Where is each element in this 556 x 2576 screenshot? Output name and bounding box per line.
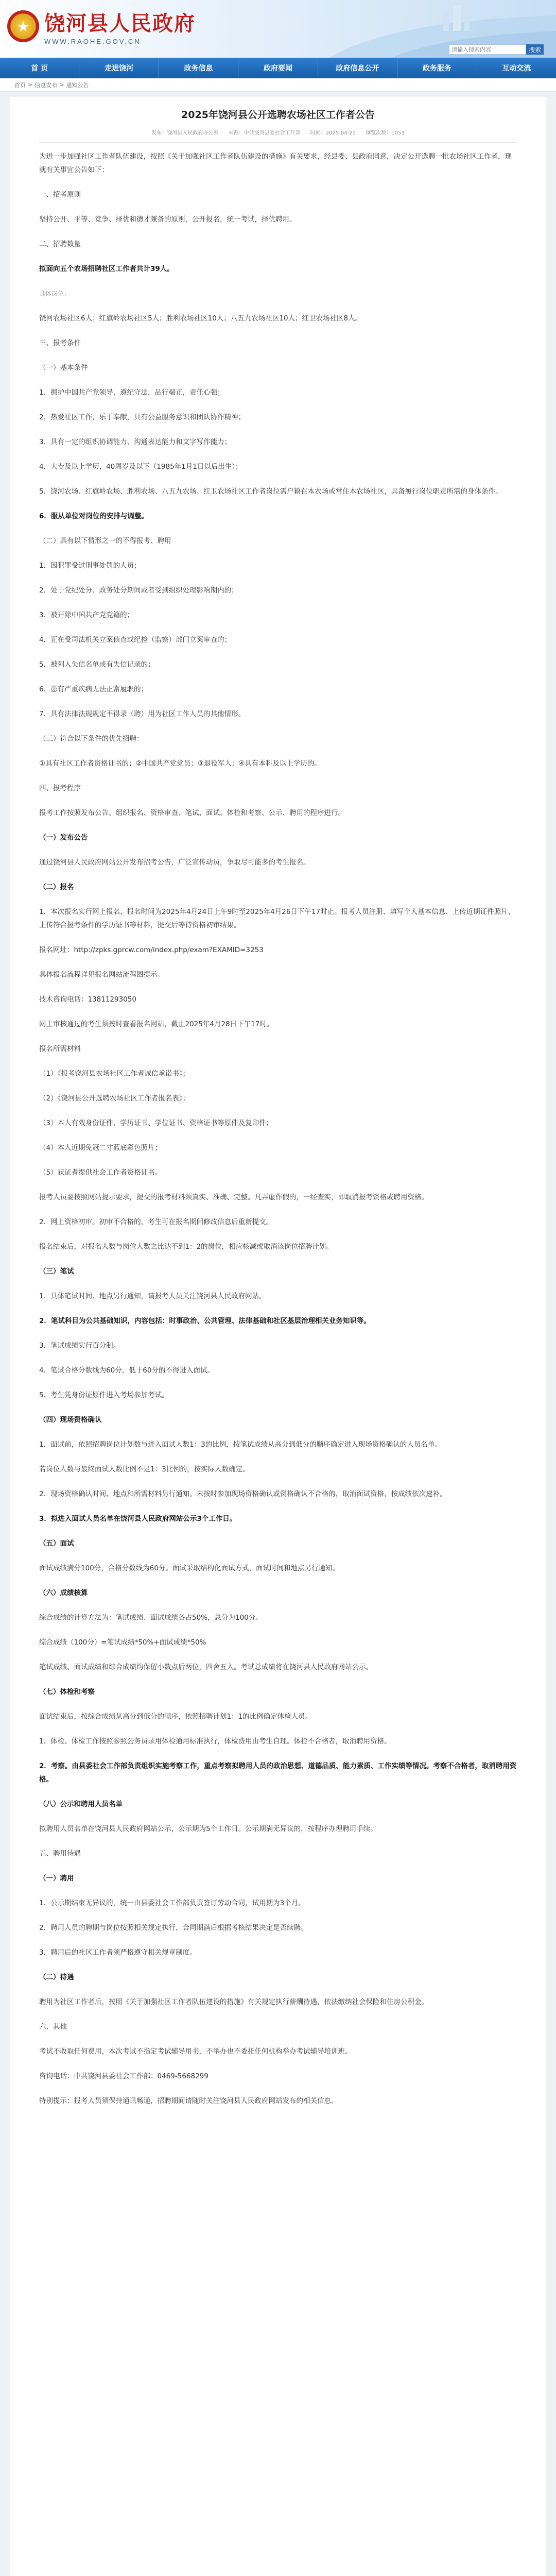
nav-item-disclosure[interactable]: 政府信息公开 [318, 58, 397, 78]
article-paragraph: 3．具有一定的组织协调能力、沟通表达能力和文字写作能力； [39, 438, 232, 446]
article-paragraph: 笔试成绩、面试成绩和综合成绩均保留小数点后两位，四舍五入。考试总成绩将在饶河县人民政府网站公示。 [39, 1663, 373, 1671]
site-url: WWW.RAOHE.GOV.CN [44, 38, 141, 45]
article-paragraph: （一）发布公告 [39, 834, 88, 842]
search-box [449, 44, 544, 55]
article-paragraph: （二）具有以下情形之一的不得报考、聘用 [39, 537, 171, 545]
article-paragraph: ①具有社区工作者资格证书的；②中国共产党党员；③退役军人；④具有本科及以上学历的。 [39, 759, 321, 768]
article-meta [39, 128, 517, 143]
article-paragraph: 2．考察。由县委社会工作部负责组织实施考察工作，重点考察拟聘用人员的政治思想、道德品质、能力素质、工作实绩等情况。考察不合格者，取消聘用资格。 [39, 1762, 517, 1784]
nav-item-home[interactable]: 首 页 [0, 58, 79, 78]
article-paragraph: 综合成绩的计算方法为：笔试成绩、面试成绩各占50%，总分为100分。 [39, 1614, 263, 1622]
article-paragraph: 1．具体笔试时间、地点另行通知，请报考人员关注饶河县人民政府网站。 [39, 1292, 266, 1300]
article-paragraph: （一）基本条件 [39, 364, 88, 372]
article-paragraph: 具体岗位： [39, 290, 71, 297]
article-paragraph: 2．笔试科目为公共基础知识，内容包括：时事政治、公共管理、法律基础和社区基层治理相关业务知识等。 [39, 1317, 371, 1325]
article-paragraph: 报名网址：http://zpks.gprcw.com/index.php/exam?EXAMID=3253 [39, 946, 264, 954]
breadcrumb-separator: > [59, 81, 64, 88]
article-paragraph: 面试成绩满分100分，合格分数线为60分。面试采取结构化面试方式，面试时间和地点另行通知。 [39, 1564, 339, 1572]
article-paragraph: 咨询电话：中共饶河县委社会工作部：0469-5668299 [39, 2072, 208, 2080]
article-paragraph: 3．聘用后的社区工作者须严格遵守相关规章制度。 [39, 1948, 197, 1957]
article-paragraph: 4．大专及以上学历，40周岁及以下（1985年1月1日以后出生）； [39, 463, 242, 471]
search-button[interactable]: 搜索 [526, 44, 544, 55]
article-paragraph: 坚持公开、平等、竞争、择优和德才兼备的原则，公开报名，统一考试，择优聘用。 [39, 215, 297, 224]
article-paragraph: 2．聘用人员的聘期与岗位按照相关规定执行，合同期满后根据考核结果决定是否续聘。 [39, 1924, 308, 1932]
article-paragraph: 三、报考条件 [39, 339, 81, 347]
article-paragraph: 考试不收取任何费用，本次考试不指定考试辅导用书，不举办也不委托任何机构举办考试辅导培训班。 [39, 2047, 352, 2056]
article-paragraph: 1．拥护中国共产党领导，遵纪守法，品行端正，责任心强； [39, 388, 224, 397]
article-body [39, 150, 517, 2108]
article-paragraph: （七）体检和考察 [39, 1688, 95, 1696]
article-paragraph: 1．本次报名实行网上报名，报名时间为2025年4月24日上午9时至2025年4月26日下午17时止。报考人员注册、填写个人基本信息、上传近期证件照片、上传符合报考条件的学历证书等材料，提交后等待资格初审结果。 [39, 908, 515, 929]
article-paragraph: 2．现场资格确认时间、地点和所需材料另行通知。未按时参加现场资格确认或资格确认不合格的，取消面试资格，按成绩依次递补。 [39, 1490, 447, 1498]
article-paragraph: 1．公示期结束无异议的，统一由县委社会工作部负责签订劳动合同，试用期为3个月。 [39, 1899, 305, 1907]
article-paragraph: （六）成绩核算 [39, 1589, 88, 1597]
article-paragraph: 若岗位人数与最终面试人数比例不足1：3比例的，按实际人数确定。 [39, 1465, 250, 1473]
article-paragraph: 报考人员要按照网站提示要求，提交的报考材料须真实、准确、完整。凡弄虚作假的，一经查实，即取消报考资格或聘用资格。 [39, 1193, 428, 1201]
article-paragraph: 1．体检。体检工作按照参照公务员录用体检通用标准执行，体检费用由考生自理。体检不合格者，取消聘用资格。 [39, 1737, 391, 1745]
article-paragraph: 3．被开除中国共产党党籍的； [39, 611, 134, 619]
article-paragraph: 拟聘用人员名单在饶河县人民政府网站公示，公示期为5个工作日。公示期满无异议的，按程序办理聘用手续。 [39, 1825, 377, 1833]
article-paragraph: 拟面向五个农场招聘社区工作者共计39人。 [39, 265, 174, 273]
article-paragraph: 2．热爱社区工作，乐于奉献，具有公益服务意识和团队协作精神； [39, 413, 246, 421]
nav-item-interaction[interactable]: 互动交流 [502, 64, 531, 73]
article-paragraph: 综合成绩（100分）=笔试成绩*50%+面试成绩*50% [39, 1638, 206, 1647]
breadcrumb-info[interactable]: 信息发布 [34, 81, 58, 89]
site-title: 饶河县人民政府 [44, 11, 196, 36]
article-paragraph: 具体报名流程详见报名网站流程图提示。 [39, 971, 164, 979]
site-logo[interactable] [7, 7, 196, 45]
article-paragraph: （八）公示和聘用人员名单 [39, 1800, 123, 1808]
article-paragraph: （五）面试 [39, 1539, 74, 1548]
article-paragraph: （2）《饶河县公开选聘农场社区工作者报名表》； [39, 1094, 190, 1103]
article-paragraph: 技术咨询电话：13811293050 [39, 995, 136, 1004]
article-paragraph: 5．饶河农场、红旗岭农场、胜利农场、八五九农场、红卫农场社区工作者岗位需户籍在本农场或常住本农场社区，具备履行岗位职责所需的身体条件。 [39, 487, 502, 496]
article-paragraph: （四）现场资格确认 [39, 1416, 102, 1424]
breadcrumb-home[interactable]: 首页 [14, 81, 26, 89]
article-paragraph: 报名所需材料 [39, 1045, 81, 1053]
article-paragraph: 7．具有法律法规规定不得录（聘）用为社区工作人员的其他情形。 [39, 710, 246, 718]
meta-source: 来源：中共饶河县委社会工作部 [228, 130, 301, 136]
nav-item-services[interactable]: 政务服务 [397, 58, 477, 78]
article-paragraph: （二）待遇 [39, 1973, 74, 1981]
article-paragraph: 一、招考原则 [39, 191, 81, 199]
meta-publisher: 发布：饶河县人民政府办公室 [151, 130, 219, 136]
article-paragraph: 5．被列入失信名单或有失信记录的； [39, 660, 155, 669]
nav-item-gov-info[interactable]: 政务信息 [159, 58, 238, 78]
nav-item-gov-news[interactable]: 政府要闻 [238, 58, 318, 78]
article-paragraph: 网上审核通过的考生须按时查看报名网站，截止2025年4月28日下午17时。 [39, 1020, 274, 1028]
article-title: 2025年饶河县公开选聘农场社区工作者公告 [181, 109, 375, 121]
article-paragraph: （二）报名 [39, 883, 74, 891]
article-paragraph: 6．服从单位对岗位的安排与调整。 [39, 512, 148, 520]
article-paragraph: 通过饶河县人民政府网站公开发布招考公告，广泛宣传动员，争取尽可能多的考生报名。 [39, 858, 310, 867]
article-paragraph: （三）符合以下条件的优先招聘： [39, 735, 144, 743]
meta-views: 浏览次数：1053 [366, 130, 405, 136]
article-paragraph: （一）聘用 [39, 1874, 74, 1883]
article-paragraph: 面试结束后，按综合成绩从高分到低分的顺序，依照招聘计划1：1的比例确定体检人员。 [39, 1713, 312, 1721]
article-paragraph: 2．网上资格初审。初审不合格的，考生可在报名期间修改信息后重新提交。 [39, 1218, 273, 1226]
article-paragraph: 2．处于党纪处分、政务处分期间或者受到组织处理影响期内的； [39, 586, 238, 595]
nav-item-about[interactable]: 走进饶河 [79, 58, 159, 78]
article-paragraph: 五、聘用待遇 [39, 1850, 81, 1858]
article-paragraph: 二、招聘数量 [39, 240, 81, 248]
article-paragraph: 5．考生凭身份证原件进入考场参加考试。 [39, 1391, 169, 1399]
article-paragraph: 6．患有严重疾病无法正常履职的； [39, 685, 148, 693]
article-paragraph: 饶河农场社区6人；红旗岭农场社区5人；胜利农场社区10人；八五九农场社区10人；红卫农场社区8人。 [39, 314, 362, 323]
article-paragraph: （3）本人有效身份证件、学历证书、学位证书、资格证书等原件及复印件； [39, 1119, 273, 1127]
site-header [0, 0, 556, 58]
meta-date: 时间：2025-04-21 [310, 130, 356, 136]
article-paragraph: 报名结束后，对报名人数与岗位人数之比达不到1：2的岗位，相应核减或取消该岗位招聘计划。 [39, 1243, 333, 1251]
article-paragraph: （4）本人近期免冠二寸蓝底彩色照片； [39, 1144, 162, 1152]
article-paragraph: 为进一步加强社区工作者队伍建设，按照《关于加强社区工作者队伍建设的措施》有关要求，经县委、县政府同意，决定公开选聘一批农场社区工作者，现就有关事宜公告如下： [39, 152, 512, 174]
article-paragraph: 1．因犯罪受过刑事处罚的人员； [39, 562, 141, 570]
national-emblem-icon: ★ [7, 10, 39, 42]
search-input[interactable] [449, 44, 526, 55]
article-paragraph: （5）获证者提供社会工作者资格证书。 [39, 1168, 162, 1177]
article-paragraph: 4．笔试合格分数线为60分，低于60分的不得进入面试。 [39, 1366, 214, 1375]
article-paragraph: （1）《报考饶河县农场社区工作者诚信承诺书》； [39, 1070, 190, 1078]
article-paragraph: 四、报考程序 [39, 784, 81, 792]
article-paragraph: 4．正在受司法机关立案侦查或纪检（监察）部门立案审查的； [39, 636, 232, 644]
article-paragraph: 3．拟进入面试人员名单在饶河县人民政府网站公示3个工作日。 [39, 1515, 237, 1523]
breadcrumb-notices[interactable]: 通知公告 [66, 81, 89, 89]
main-nav [0, 58, 556, 78]
article-paragraph: 3．笔试成绩实行百分制。 [39, 1342, 120, 1350]
breadcrumb-separator: > [28, 81, 33, 88]
article-paragraph: 报考工作按照发布公告、组织报名、资格审查、笔试、面试、体检和考察、公示、聘用的程序进行。 [39, 809, 345, 817]
article-paragraph: 特别提示：报考人员须保持通讯畅通，招聘期间请随时关注饶河县人民政府网站发布的相关信息。 [39, 2097, 338, 2105]
breadcrumb [0, 78, 556, 92]
article-paragraph: 1．面试前，依照招聘岗位计划数与进入面试人数1：3的比例，按笔试成绩从高分到低分的顺序确定进入现场资格确认的人员名单。 [39, 1440, 442, 1449]
article-paragraph: （三）笔试 [39, 1267, 74, 1276]
article-paragraph: 聘用为社区工作者后，按照《关于加强社区工作者队伍建设的措施》有关规定执行薪酬待遇，依法缴纳社会保险和住房公积金。 [39, 1998, 428, 2006]
article-paragraph: 六、其他 [39, 2023, 67, 2031]
article [10, 97, 546, 2576]
